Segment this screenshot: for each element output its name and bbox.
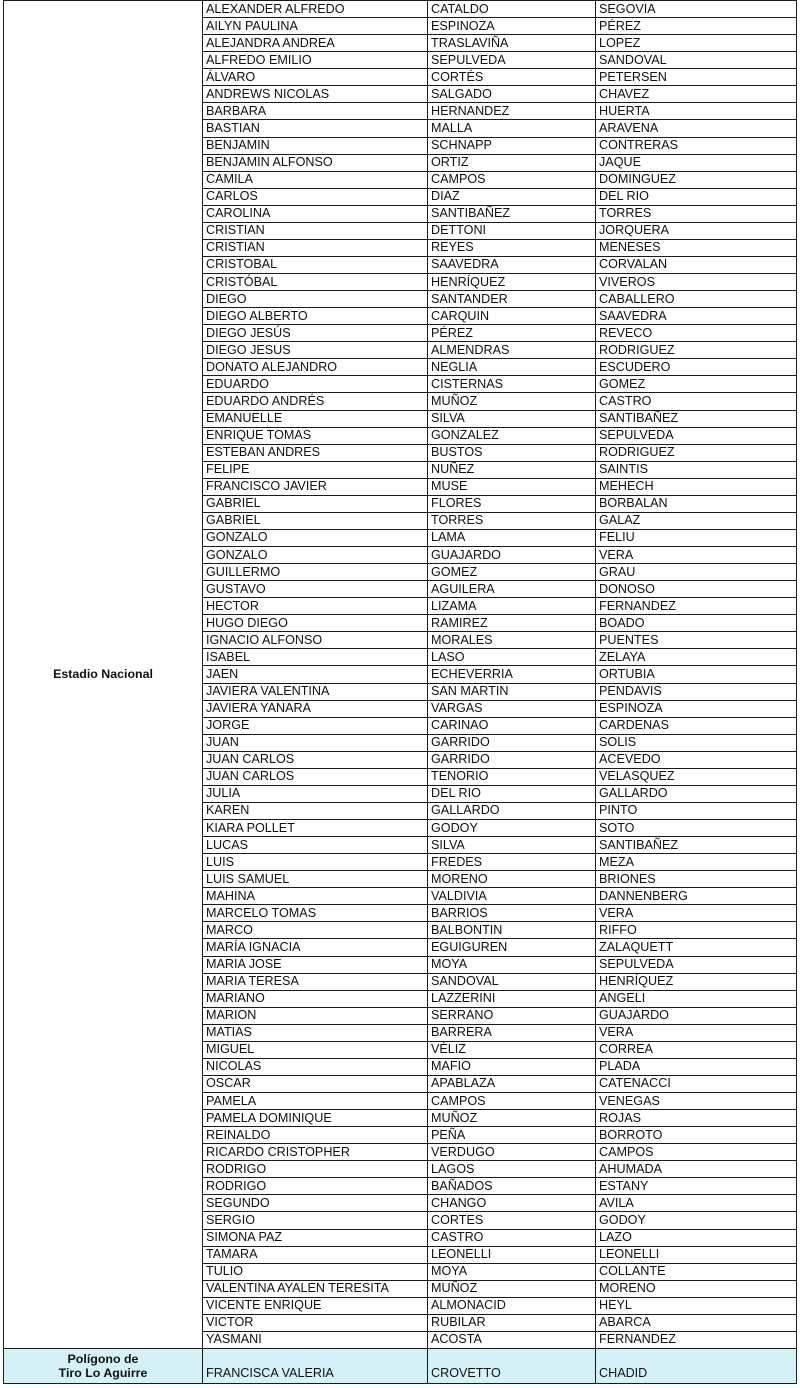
maternal-surname-cell: VELASQUEZ <box>596 768 797 785</box>
first-name-cell: ANDREWS NICOLAS <box>203 86 428 103</box>
first-name-cell: RICARDO CRISTOPHER <box>203 1144 428 1161</box>
first-name-cell: ENRIQUE TOMAS <box>203 427 428 444</box>
first-name-cell: DIEGO <box>203 291 428 308</box>
maternal-surname-cell: HUERTA <box>596 103 797 120</box>
first-name-cell: LUIS SAMUEL <box>203 871 428 888</box>
first-name-cell: JUAN CARLOS <box>203 751 428 768</box>
maternal-surname-cell: SANTIBAÑEZ <box>596 410 797 427</box>
first-name-cell: JAVIERA YANARA <box>203 700 428 717</box>
maternal-surname-cell: PINTO <box>596 802 797 819</box>
first-name-cell: BARBARA <box>203 103 428 120</box>
maternal-surname-cell: MEHECH <box>596 478 797 495</box>
paternal-surname-cell: ALMONACID <box>428 1297 596 1314</box>
venue-line-2: Tiro Lo Aguirre <box>58 1365 148 1380</box>
first-name-cell: ALEXANDER ALFREDO <box>203 1 428 18</box>
maternal-surname-cell: RODRIGUEZ <box>596 444 797 461</box>
maternal-surname-cell: BORROTO <box>596 1127 797 1144</box>
maternal-surname-cell: REVECO <box>596 325 797 342</box>
maternal-surname-cell: JAQUE <box>596 154 797 171</box>
maternal-surname-cell: VENEGAS <box>596 1093 797 1110</box>
paternal-surname-cell: MALLA <box>428 120 596 137</box>
paternal-surname-cell: GODOY <box>428 820 596 837</box>
first-name-cell: EDUARDO ANDRÉS <box>203 393 428 410</box>
first-name-cell: ALEJANDRA ANDREA <box>203 35 428 52</box>
maternal-surname-cell: TORRES <box>596 205 797 222</box>
paternal-surname-cell: HENRÍQUEZ <box>428 274 596 291</box>
paternal-surname-cell: SILVA <box>428 410 596 427</box>
first-name-cell: MARION <box>203 1007 428 1024</box>
paternal-surname-cell: EGUIGUREN <box>428 939 596 956</box>
paternal-surname-cell: LEONELLI <box>428 1246 596 1263</box>
first-name-cell: MARIANO <box>203 990 428 1007</box>
maternal-surname-cell: HENRÍQUEZ <box>596 973 797 990</box>
first-name-cell: MIGUEL <box>203 1041 428 1058</box>
paternal-surname-cell: MUÑOZ <box>428 1110 596 1127</box>
first-name-cell: KIARA POLLET <box>203 820 428 837</box>
maternal-surname-cell: ORTUBIA <box>596 666 797 683</box>
table-row <box>4 1348 797 1383</box>
first-name-cell: LUIS <box>203 854 428 871</box>
paternal-surname-cell: GOMEZ <box>428 564 596 581</box>
paternal-surname-cell: SANTANDER <box>428 291 596 308</box>
maternal-surname-cell: DONOSO <box>596 581 797 598</box>
maternal-surname-cell: ZELAYA <box>596 649 797 666</box>
paternal-surname-cell: VARGAS <box>428 700 596 717</box>
maternal-surname-cell: GOMEZ <box>596 376 797 393</box>
paternal-surname-cell: LAZZERINI <box>428 990 596 1007</box>
maternal-surname-cell: SAINTIS <box>596 461 797 478</box>
maternal-surname-cell: SEPULVEDA <box>596 956 797 973</box>
paternal-surname-cell: CROVETTO <box>428 1348 596 1383</box>
maternal-surname-cell: HEYL <box>596 1297 797 1314</box>
first-name-cell: MARCO <box>203 922 428 939</box>
paternal-surname-cell: TORRES <box>428 512 596 529</box>
first-name-cell: CRISTÓBAL <box>203 274 428 291</box>
paternal-surname-cell: SAN MARTIN <box>428 683 596 700</box>
maternal-surname-cell: CHADID <box>596 1348 797 1383</box>
paternal-surname-cell: CAMPOS <box>428 171 596 188</box>
maternal-surname-cell: MENESES <box>596 239 797 256</box>
first-name-cell: SEGUNDO <box>203 1195 428 1212</box>
maternal-surname-cell: PETERSEN <box>596 69 797 86</box>
paternal-surname-cell: APABLAZA <box>428 1075 596 1092</box>
paternal-surname-cell: CORTES <box>428 1212 596 1229</box>
maternal-surname-cell: CARDENAS <box>596 717 797 734</box>
maternal-surname-cell: GUAJARDO <box>596 1007 797 1024</box>
first-name-cell: ALFREDO EMILIO <box>203 52 428 69</box>
paternal-surname-cell: CAMPOS <box>428 1093 596 1110</box>
paternal-surname-cell: MOYA <box>428 1263 596 1280</box>
paternal-surname-cell: BALBONTIN <box>428 922 596 939</box>
maternal-surname-cell: SAAVEDRA <box>596 308 797 325</box>
paternal-surname-cell: SERRANO <box>428 1007 596 1024</box>
paternal-surname-cell: ACOSTA <box>428 1331 596 1348</box>
first-name-cell: FRANCISCA VALERIA <box>203 1348 428 1383</box>
first-name-cell: MARIA TERESA <box>203 973 428 990</box>
maternal-surname-cell: DOMINGUEZ <box>596 171 797 188</box>
paternal-surname-cell: DIAZ <box>428 188 596 205</box>
first-name-cell: BASTIAN <box>203 120 428 137</box>
paternal-surname-cell: NEGLIA <box>428 359 596 376</box>
maternal-surname-cell: PÉREZ <box>596 18 797 35</box>
paternal-surname-cell: LAMA <box>428 529 596 546</box>
maternal-surname-cell: ESTANY <box>596 1178 797 1195</box>
paternal-surname-cell: HERNANDEZ <box>428 103 596 120</box>
maternal-surname-cell: LOPEZ <box>596 35 797 52</box>
first-name-cell: JUAN CARLOS <box>203 768 428 785</box>
paternal-surname-cell: GONZALEZ <box>428 427 596 444</box>
paternal-surname-cell: TRASLAVIÑA <box>428 35 596 52</box>
first-name-cell: NICOLAS <box>203 1058 428 1075</box>
maternal-surname-cell: ARAVENA <box>596 120 797 137</box>
maternal-surname-cell: BOADO <box>596 615 797 632</box>
first-name-cell: OSCAR <box>203 1075 428 1092</box>
paternal-surname-cell: NUÑEZ <box>428 461 596 478</box>
participants-table-body <box>4 1 797 1384</box>
paternal-surname-cell: MORALES <box>428 632 596 649</box>
maternal-surname-cell: AHUMADA <box>596 1161 797 1178</box>
first-name-cell: CRISTIAN <box>203 222 428 239</box>
first-name-cell: MATIAS <box>203 1024 428 1041</box>
maternal-surname-cell: PENDAVIS <box>596 683 797 700</box>
paternal-surname-cell: PEÑA <box>428 1127 596 1144</box>
first-name-cell: HECTOR <box>203 598 428 615</box>
first-name-cell: MARÍA IGNACIA <box>203 939 428 956</box>
paternal-surname-cell: GUAJARDO <box>428 547 596 564</box>
paternal-surname-cell: VERDUGO <box>428 1144 596 1161</box>
maternal-surname-cell: ROJAS <box>596 1110 797 1127</box>
maternal-surname-cell: SEGOVIA <box>596 1 797 18</box>
first-name-cell: GABRIEL <box>203 512 428 529</box>
first-name-cell: YASMANI <box>203 1331 428 1348</box>
first-name-cell: GONZALO <box>203 529 428 546</box>
paternal-surname-cell: CORTÉS <box>428 69 596 86</box>
first-name-cell: FELIPE <box>203 461 428 478</box>
maternal-surname-cell: SANTIBAÑEZ <box>596 837 797 854</box>
table-row <box>4 1 797 18</box>
paternal-surname-cell: MUSE <box>428 478 596 495</box>
maternal-surname-cell: VERA <box>596 905 797 922</box>
first-name-cell: DIEGO ALBERTO <box>203 308 428 325</box>
first-name-cell: MAHINA <box>203 888 428 905</box>
maternal-surname-cell: VIVEROS <box>596 274 797 291</box>
paternal-surname-cell: GARRIDO <box>428 751 596 768</box>
first-name-cell: TULIO <box>203 1263 428 1280</box>
maternal-surname-cell: AVILA <box>596 1195 797 1212</box>
paternal-surname-cell: SANDOVAL <box>428 973 596 990</box>
maternal-surname-cell: CATENACCI <box>596 1075 797 1092</box>
paternal-surname-cell: CARINAO <box>428 717 596 734</box>
first-name-cell: PAMELA DOMINIQUE <box>203 1110 428 1127</box>
maternal-surname-cell: PLADA <box>596 1058 797 1075</box>
first-name-cell: SERGIO <box>203 1212 428 1229</box>
maternal-surname-cell: RIFFO <box>596 922 797 939</box>
paternal-surname-cell: VÉLIZ <box>428 1041 596 1058</box>
first-name-cell: ISABEL <box>203 649 428 666</box>
maternal-surname-cell: BRIONES <box>596 871 797 888</box>
paternal-surname-cell: FREDES <box>428 854 596 871</box>
maternal-surname-cell: CORREA <box>596 1041 797 1058</box>
paternal-surname-cell: LASO <box>428 649 596 666</box>
first-name-cell: CRISTIAN <box>203 239 428 256</box>
paternal-surname-cell: AGUILERA <box>428 581 596 598</box>
maternal-surname-cell: CABALLERO <box>596 291 797 308</box>
first-name-cell: AILYN PAULINA <box>203 18 428 35</box>
maternal-surname-cell: JORQUERA <box>596 222 797 239</box>
first-name-cell: ÁLVARO <box>203 69 428 86</box>
paternal-surname-cell: MAFIO <box>428 1058 596 1075</box>
paternal-surname-cell: CASTRO <box>428 1229 596 1246</box>
maternal-surname-cell: VERA <box>596 547 797 564</box>
maternal-surname-cell: GRAU <box>596 564 797 581</box>
paternal-surname-cell: ECHEVERRIA <box>428 666 596 683</box>
paternal-surname-cell: ALMENDRAS <box>428 342 596 359</box>
paternal-surname-cell: MUÑOZ <box>428 1280 596 1297</box>
maternal-surname-cell: CASTRO <box>596 393 797 410</box>
maternal-surname-cell: ABARCA <box>596 1314 797 1331</box>
paternal-surname-cell: CARQUIN <box>428 308 596 325</box>
first-name-cell: GUSTAVO <box>203 581 428 598</box>
maternal-surname-cell: LEONELLI <box>596 1246 797 1263</box>
maternal-surname-cell: CONTRERAS <box>596 137 797 154</box>
paternal-surname-cell: ORTIZ <box>428 154 596 171</box>
first-name-cell: VALENTINA AYALEN TERESITA <box>203 1280 428 1297</box>
paternal-surname-cell: LIZAMA <box>428 598 596 615</box>
first-name-cell: CRISTOBAL <box>203 256 428 273</box>
first-name-cell: REINALDO <box>203 1127 428 1144</box>
first-name-cell: DIEGO JESÚS <box>203 325 428 342</box>
venue-line-1: Polígono de <box>67 1351 139 1366</box>
first-name-cell: JUAN <box>203 734 428 751</box>
first-name-cell: GABRIEL <box>203 495 428 512</box>
first-name-cell: JAEN <box>203 666 428 683</box>
paternal-surname-cell: BUSTOS <box>428 444 596 461</box>
first-name-cell: GONZALO <box>203 547 428 564</box>
paternal-surname-cell: PÉREZ <box>428 325 596 342</box>
paternal-surname-cell: CHANGO <box>428 1195 596 1212</box>
first-name-cell: PAMELA <box>203 1093 428 1110</box>
first-name-cell: CAROLINA <box>203 205 428 222</box>
paternal-surname-cell: MORENO <box>428 871 596 888</box>
maternal-surname-cell: PUENTES <box>596 632 797 649</box>
paternal-surname-cell: MUÑOZ <box>428 393 596 410</box>
participants-table <box>3 0 797 1384</box>
first-name-cell: RODRIGO <box>203 1161 428 1178</box>
paternal-surname-cell: SCHNAPP <box>428 137 596 154</box>
maternal-surname-cell: FELIU <box>596 529 797 546</box>
maternal-surname-cell: CHAVEZ <box>596 86 797 103</box>
maternal-surname-cell: ANGELI <box>596 990 797 1007</box>
maternal-surname-cell: RODRIGUEZ <box>596 342 797 359</box>
first-name-cell: MARCELO TOMAS <box>203 905 428 922</box>
maternal-surname-cell: GALAZ <box>596 512 797 529</box>
maternal-surname-cell: FERNANDEZ <box>596 598 797 615</box>
paternal-surname-cell: BARRERA <box>428 1024 596 1041</box>
first-name-cell: VICENTE ENRIQUE <box>203 1297 428 1314</box>
paternal-surname-cell: BAÑADOS <box>428 1178 596 1195</box>
first-name-cell: SIMONA PAZ <box>203 1229 428 1246</box>
first-name-cell: EDUARDO <box>203 376 428 393</box>
paternal-surname-cell: RUBILAR <box>428 1314 596 1331</box>
paternal-surname-cell: SANTIBAÑEZ <box>428 205 596 222</box>
first-name-cell: BENJAMIN ALFONSO <box>203 154 428 171</box>
paternal-surname-cell: CISTERNAS <box>428 376 596 393</box>
venue-cell <box>4 1348 203 1383</box>
paternal-surname-cell: RAMIREZ <box>428 615 596 632</box>
maternal-surname-cell: GALLARDO <box>596 785 797 802</box>
maternal-surname-cell: ACEVEDO <box>596 751 797 768</box>
maternal-surname-cell: FERNANDEZ <box>596 1331 797 1348</box>
first-name-cell: JULIA <box>203 785 428 802</box>
maternal-surname-cell: SOTO <box>596 820 797 837</box>
maternal-surname-cell: VERA <box>596 1024 797 1041</box>
paternal-surname-cell: SILVA <box>428 837 596 854</box>
paternal-surname-cell: DETTONI <box>428 222 596 239</box>
paternal-surname-cell: SALGADO <box>428 86 596 103</box>
paternal-surname-cell: TENORIO <box>428 768 596 785</box>
paternal-surname-cell: GALLARDO <box>428 802 596 819</box>
first-name-cell: ESTEBAN ANDRES <box>203 444 428 461</box>
first-name-cell: CARLOS <box>203 188 428 205</box>
paternal-surname-cell: DEL RIO <box>428 785 596 802</box>
first-name-cell: IGNACIO ALFONSO <box>203 632 428 649</box>
first-name-cell: BENJAMIN <box>203 137 428 154</box>
maternal-surname-cell: DEL RIO <box>596 188 797 205</box>
maternal-surname-cell: DANNENBERG <box>596 888 797 905</box>
paternal-surname-cell: LAGOS <box>428 1161 596 1178</box>
maternal-surname-cell: LAZO <box>596 1229 797 1246</box>
first-name-cell: JORGE <box>203 717 428 734</box>
first-name-cell: HUGO DIEGO <box>203 615 428 632</box>
maternal-surname-cell: SEPULVEDA <box>596 427 797 444</box>
first-name-cell: LUCAS <box>203 837 428 854</box>
paternal-surname-cell: SAAVEDRA <box>428 256 596 273</box>
first-name-cell: CAMILA <box>203 171 428 188</box>
maternal-surname-cell: MORENO <box>596 1280 797 1297</box>
first-name-cell: DIEGO JESUS <box>203 342 428 359</box>
maternal-surname-cell: CAMPOS <box>596 1144 797 1161</box>
maternal-surname-cell: COLLANTE <box>596 1263 797 1280</box>
maternal-surname-cell: CORVALAN <box>596 256 797 273</box>
first-name-cell: RODRIGO <box>203 1178 428 1195</box>
paternal-surname-cell: CATALDO <box>428 1 596 18</box>
maternal-surname-cell: MEZA <box>596 854 797 871</box>
first-name-cell: KAREN <box>203 802 428 819</box>
paternal-surname-cell: GARRIDO <box>428 734 596 751</box>
maternal-surname-cell: ZALAQUETT <box>596 939 797 956</box>
maternal-surname-cell: GODOY <box>596 1212 797 1229</box>
paternal-surname-cell: FLORES <box>428 495 596 512</box>
first-name-cell: DONATO ALEJANDRO <box>203 359 428 376</box>
maternal-surname-cell: ESPINOZA <box>596 700 797 717</box>
first-name-cell: TAMARA <box>203 1246 428 1263</box>
paternal-surname-cell: ESPINOZA <box>428 18 596 35</box>
first-name-cell: GUILLERMO <box>203 564 428 581</box>
first-name-cell: EMANUELLE <box>203 410 428 427</box>
first-name-cell: FRANCISCO JAVIER <box>203 478 428 495</box>
first-name-cell: JAVIERA VALENTINA <box>203 683 428 700</box>
maternal-surname-cell: BORBALAN <box>596 495 797 512</box>
paternal-surname-cell: MOYA <box>428 956 596 973</box>
paternal-surname-cell: BARRIOS <box>428 905 596 922</box>
first-name-cell: VICTOR <box>203 1314 428 1331</box>
paternal-surname-cell: REYES <box>428 239 596 256</box>
paternal-surname-cell: VALDIVIA <box>428 888 596 905</box>
maternal-surname-cell: SANDOVAL <box>596 52 797 69</box>
first-name-cell: MARIA JOSE <box>203 956 428 973</box>
maternal-surname-cell: ESCUDERO <box>596 359 797 376</box>
maternal-surname-cell: SOLIS <box>596 734 797 751</box>
paternal-surname-cell: SEPULVEDA <box>428 52 596 69</box>
venue-cell: Estadio Nacional <box>4 1 203 1349</box>
